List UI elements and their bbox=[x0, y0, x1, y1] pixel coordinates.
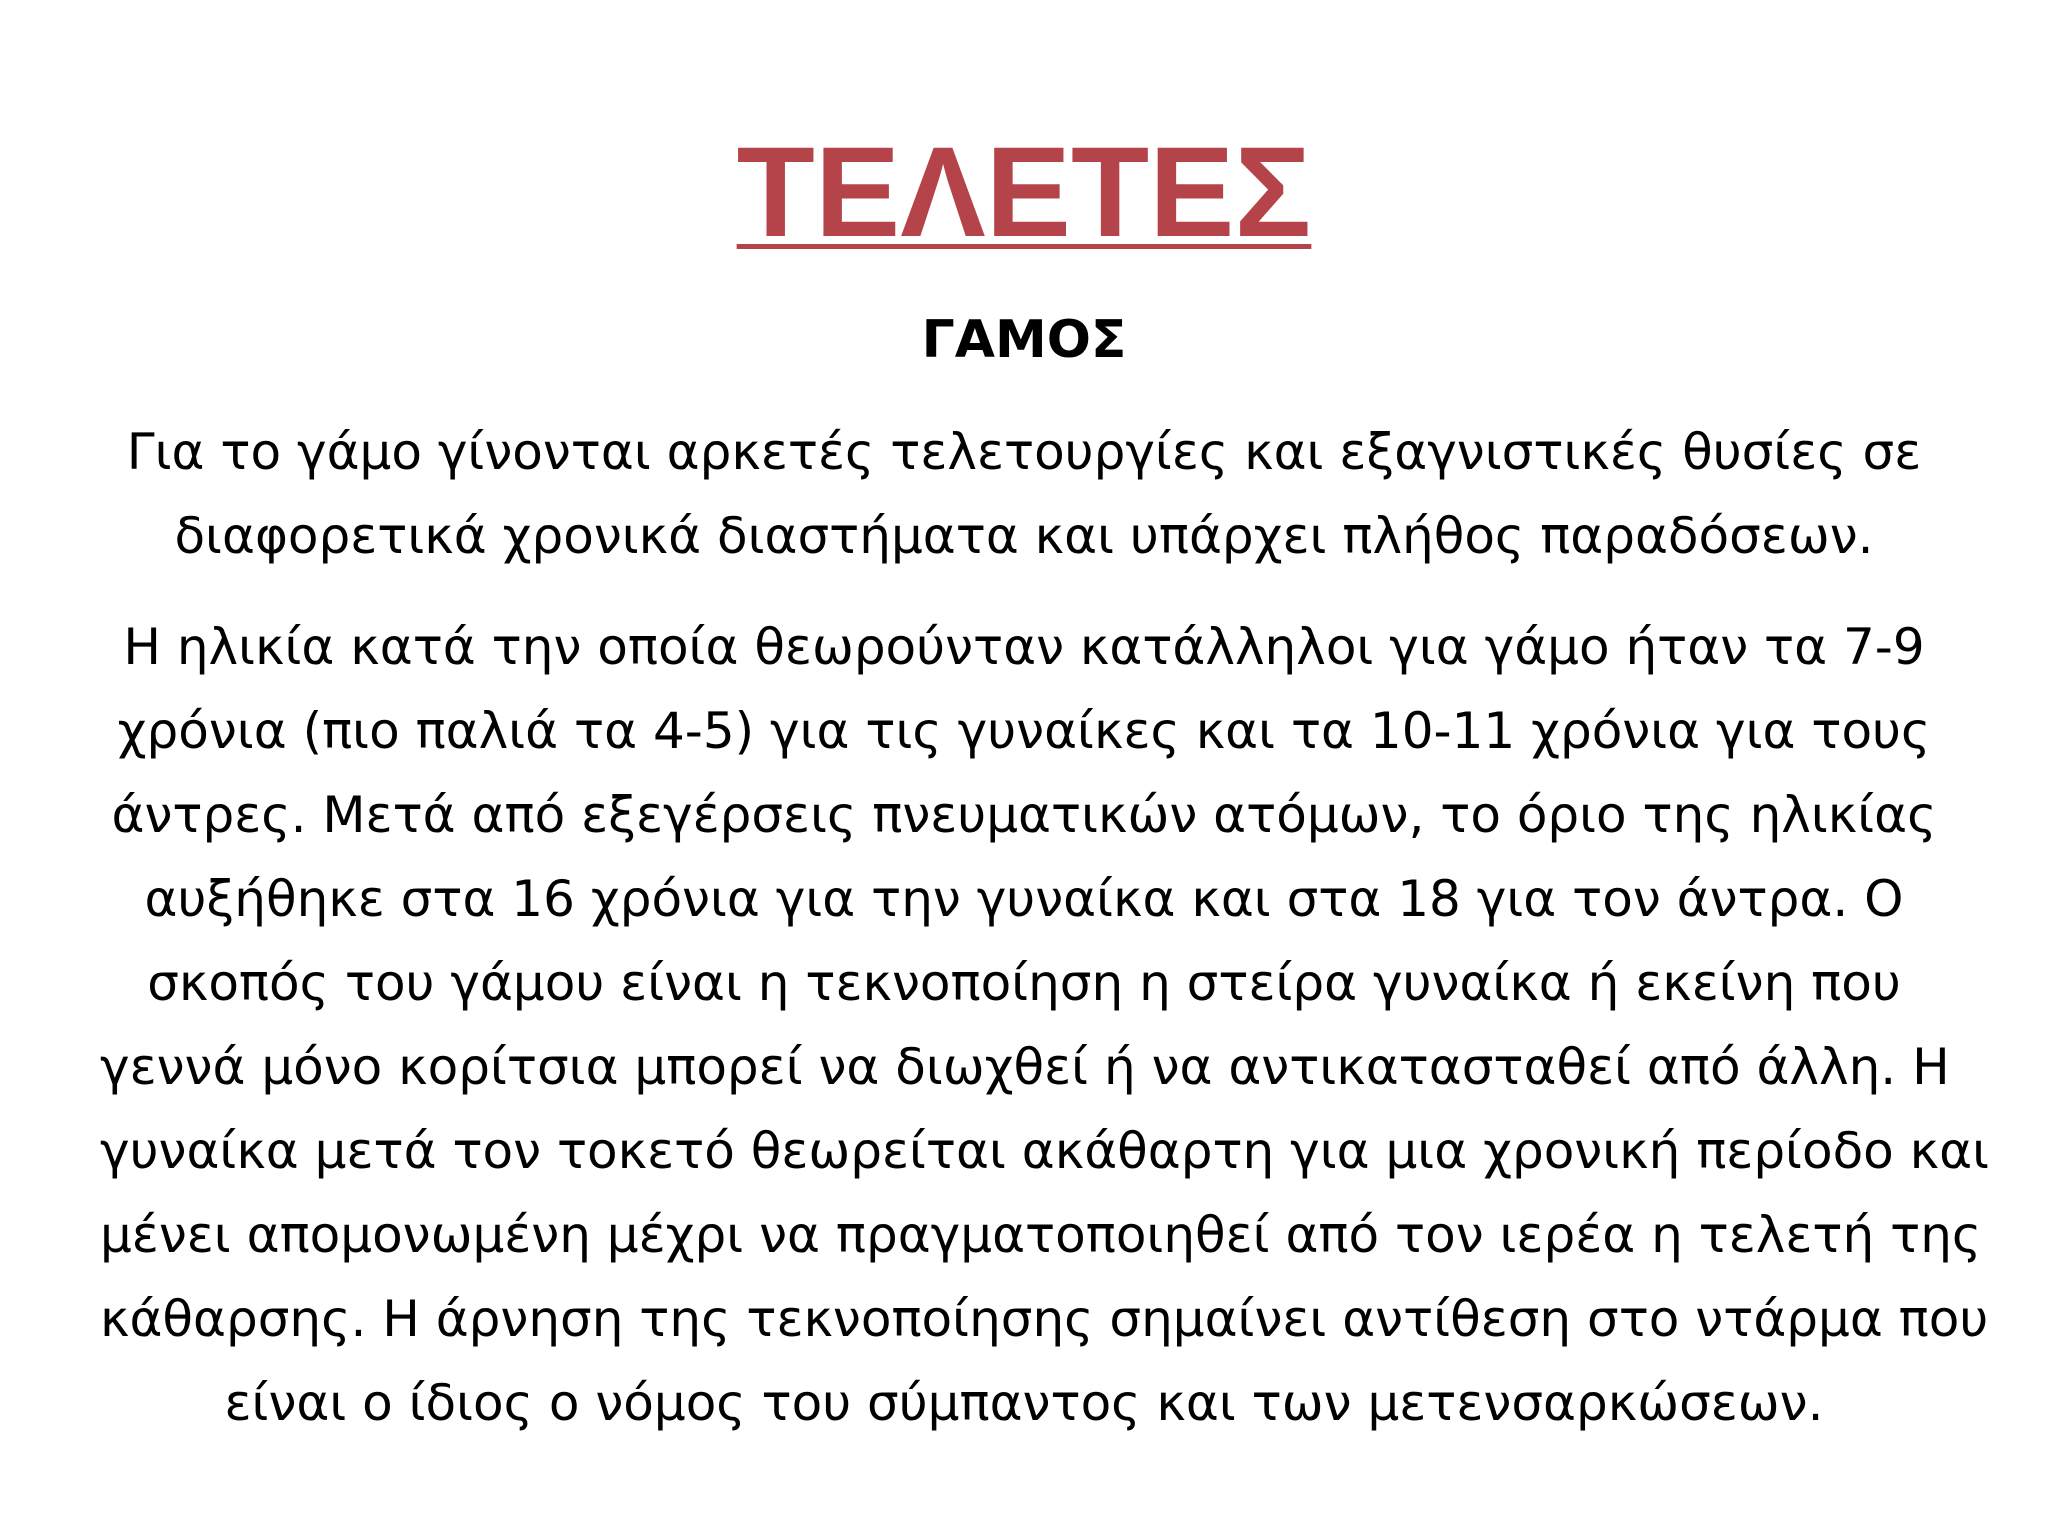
text-line: μένει απομονωμένη μέχρι να πραγματοποιηθεί από τον ιερέα η τελετή της bbox=[100, 1206, 1982, 1264]
text-line: άντρες. Μετά από εξεγέρσεις πνευματικών ατόμων, το όριο της ηλικίας bbox=[111, 786, 1937, 844]
text-line: χρόνια (πιο παλιά τα 4-5) για τις γυναίκες και τα 10-11 χρόνια για τους bbox=[117, 702, 1931, 760]
text-line: σκοπός του γάμου είναι η τεκνοποίηση η στείρα γυναίκα ή εκείνη που bbox=[147, 954, 1901, 1012]
slide-title-text: ΤΕΛΕΤΕΣ bbox=[736, 121, 1312, 264]
text-line: κάθαρσης. Η άρνηση της τεκνοποίησης σημαίνει αντίθεση στο ντάρμα που bbox=[100, 1290, 1989, 1348]
intro-paragraph bbox=[100, 410, 1948, 578]
section-heading: ΓΑΜΟΣ bbox=[921, 310, 1127, 370]
text-line: γεννά μόνο κορίτσια μπορεί να διωχθεί ή να αντικατασταθεί από άλλη. Η bbox=[100, 1038, 1950, 1096]
slide-title bbox=[0, 118, 2048, 268]
body-paragraph bbox=[100, 605, 1989, 1445]
text-line: Η ηλικία κατά την οποία θεωρούνταν κατάλληλοι για γάμο ήταν τα 7-9 bbox=[123, 618, 1925, 676]
text-line: διαφορετικά χρονικά διαστήματα και υπάρχει πλήθος παραδόσεων. bbox=[174, 507, 1874, 565]
text-line: γυναίκα μετά τον τοκετό θεωρείται ακάθαρτη για μια χρονική περίοδο και bbox=[100, 1122, 1989, 1180]
text-line: είναι ο ίδιος ο νόμος του σύμπαντος και των μετενσαρκώσεων. bbox=[224, 1374, 1824, 1432]
text-line: αυξήθηκε στα 16 χρόνια για την γυναίκα και στα 18 για τον άντρα. Ο bbox=[144, 870, 1904, 928]
text-line: Για το γάμο γίνονται αρκετές τελετουργίες και εξαγνιστικές θυσίες σε bbox=[126, 423, 1922, 481]
